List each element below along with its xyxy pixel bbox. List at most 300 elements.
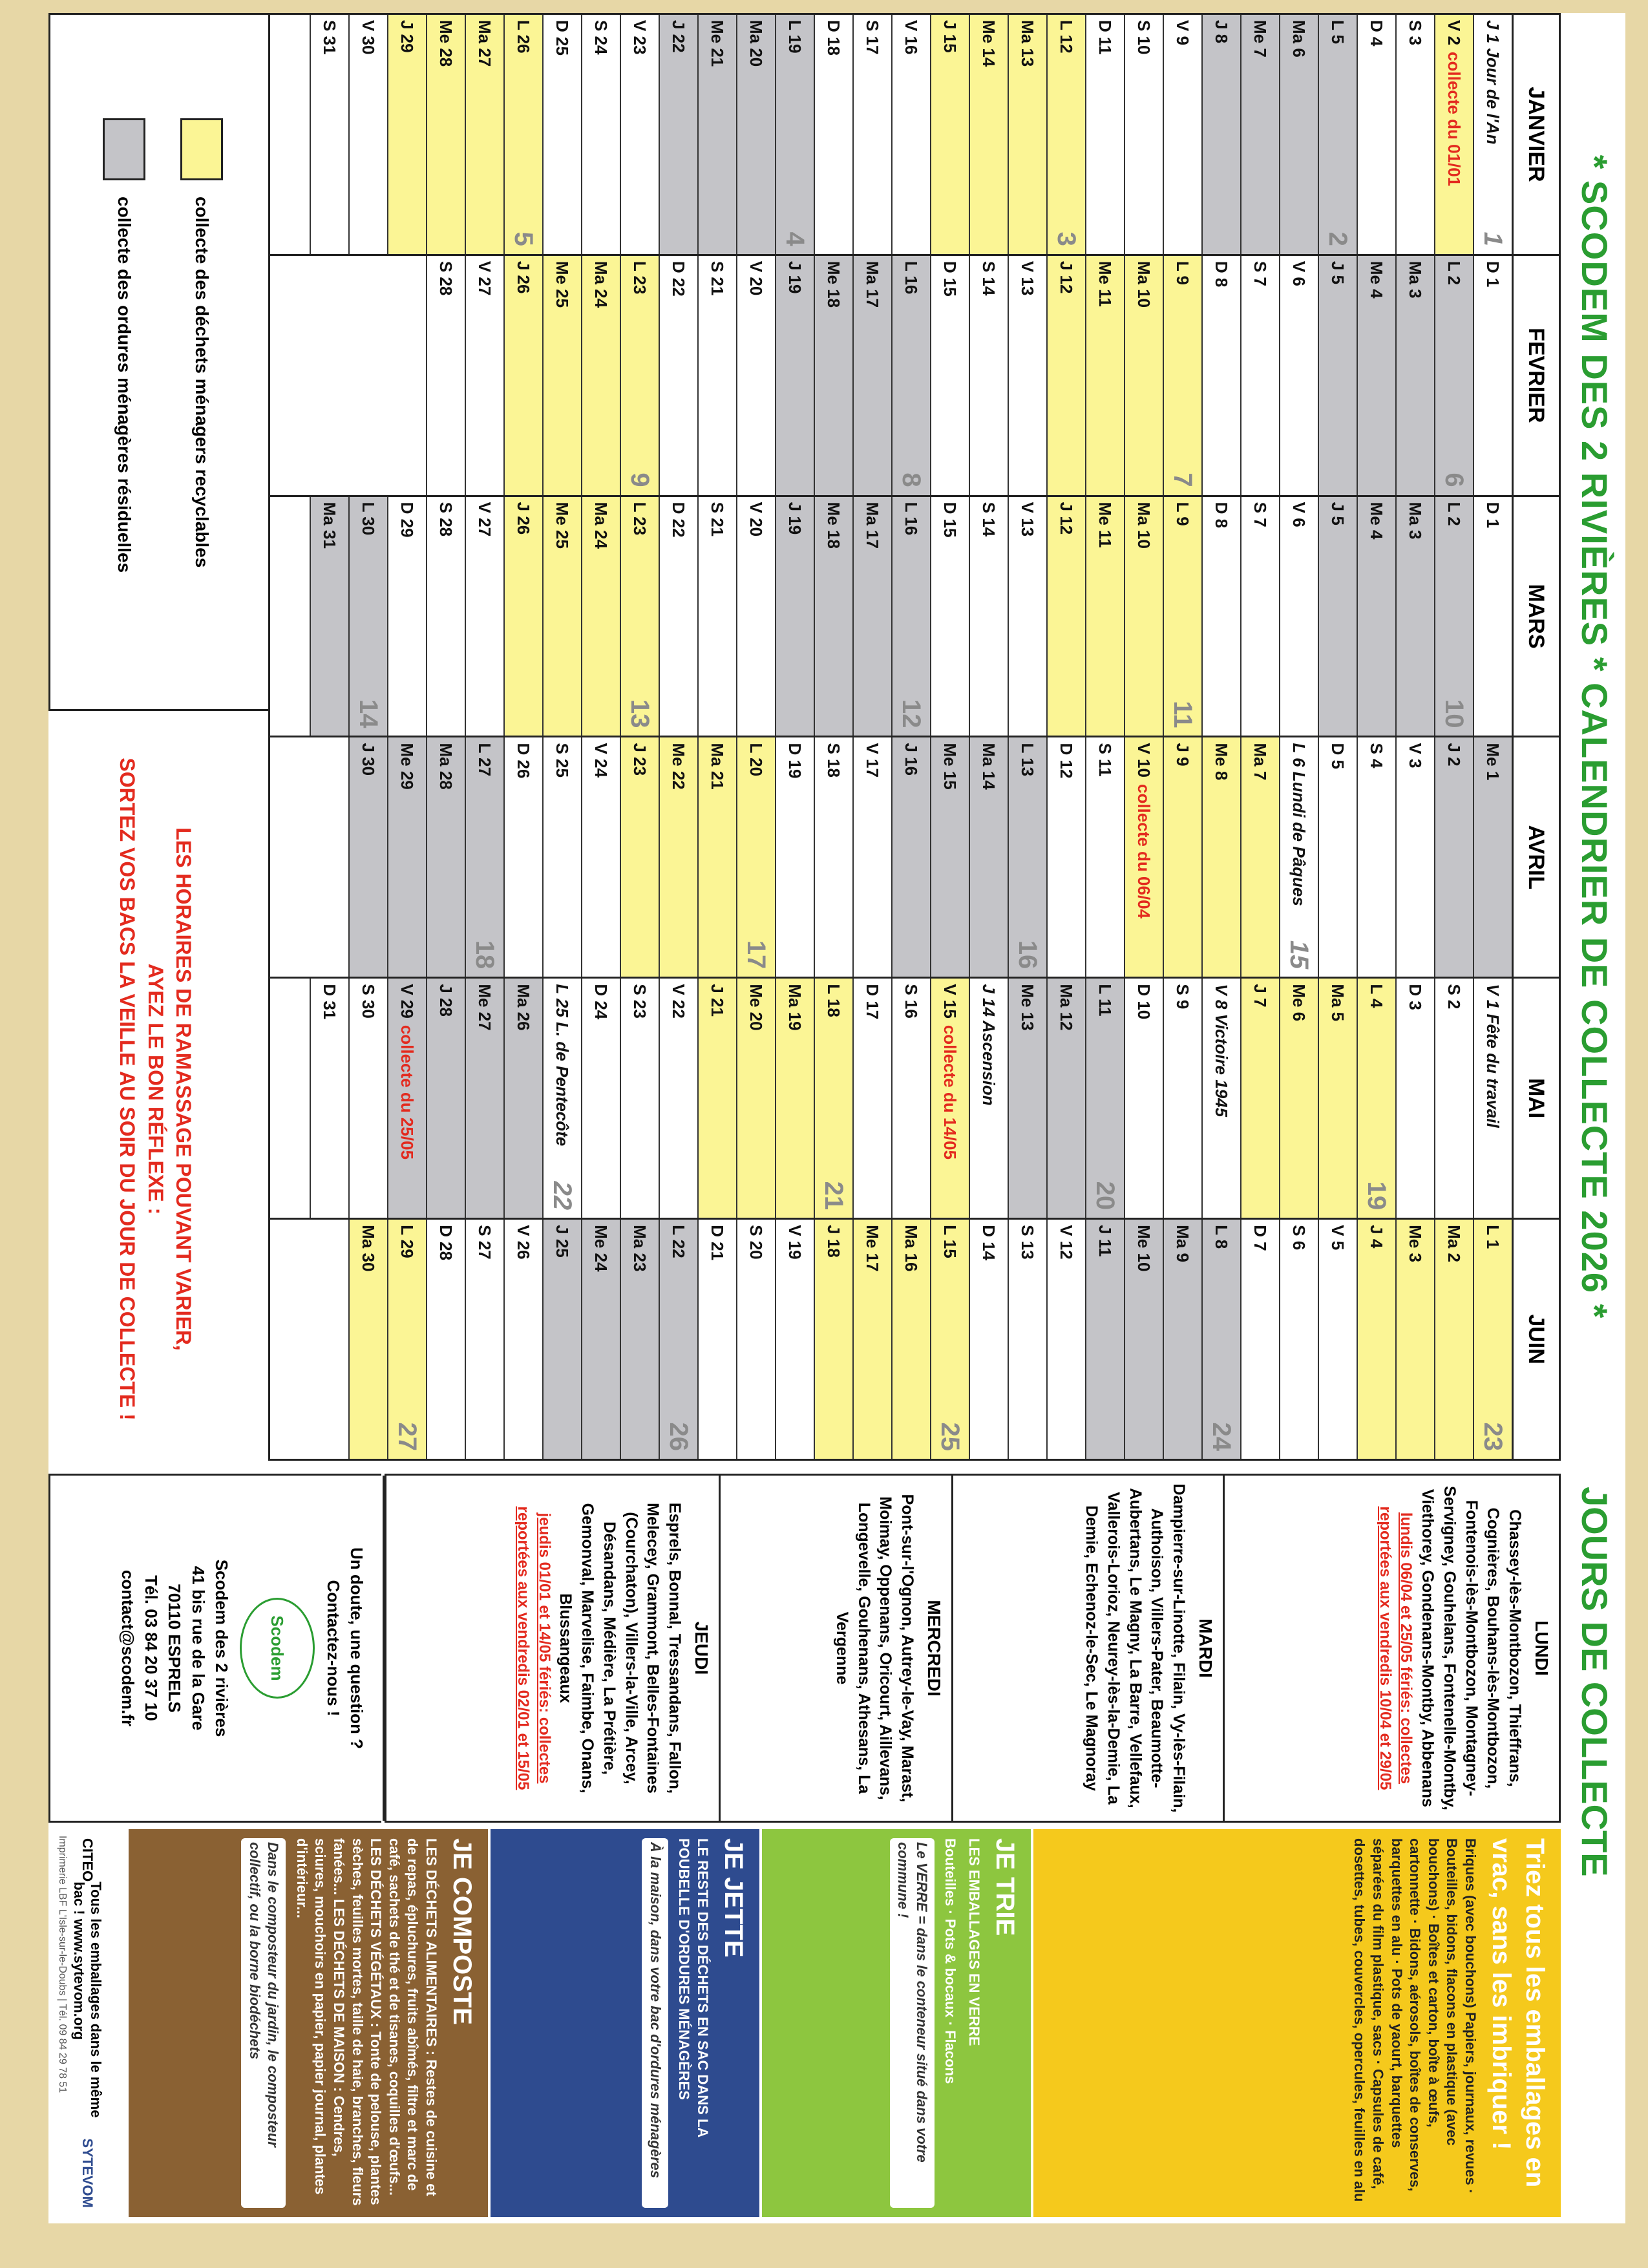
recycling-panel-title: JE JETTE — [719, 1838, 748, 1958]
day-cell — [465, 15, 503, 254]
day-cell — [1085, 1220, 1124, 1459]
day-cell — [348, 979, 387, 1218]
day-cell — [969, 256, 1008, 495]
day-cell — [542, 1220, 581, 1459]
day-cell — [1163, 497, 1201, 736]
day-label: S 28 — [436, 502, 456, 537]
day-label: S 18 — [824, 743, 844, 778]
day-cell — [465, 497, 503, 736]
day-cell — [1163, 256, 1201, 495]
day-cell — [1163, 737, 1201, 977]
day-cell — [1008, 256, 1046, 495]
day-cell — [387, 497, 426, 736]
day-cell — [1318, 256, 1357, 495]
day-cell — [465, 1220, 503, 1459]
week-number: 23 — [1479, 1422, 1508, 1451]
day-cell — [1473, 979, 1512, 1218]
month-header: FEVRIER — [1512, 256, 1559, 495]
day-label: Ma 9 — [1173, 1225, 1193, 1262]
day-label: Me 15 — [940, 743, 960, 790]
day-label: L 16 — [902, 260, 922, 295]
day-cell — [736, 1220, 775, 1459]
day-cell — [1046, 979, 1085, 1218]
notice-line-2: AYEZ LE BON RÉFLEXE : — [143, 963, 167, 1215]
day-cell — [930, 979, 969, 1218]
day-cell — [1318, 1220, 1357, 1459]
day-label: S 3 — [1406, 20, 1426, 46]
day-cell — [1318, 737, 1357, 977]
contact-cta: Contactez-nous ! — [323, 1580, 343, 1717]
day-cell — [891, 497, 930, 736]
day-label: D 21 — [708, 1225, 728, 1261]
day-cell — [891, 15, 930, 254]
day-cell — [1434, 1220, 1473, 1459]
day-cell — [1201, 737, 1240, 977]
day-cell — [930, 737, 969, 977]
day-cell — [1357, 1220, 1395, 1459]
day-cell — [969, 497, 1008, 736]
day-label: Ma 13 — [1018, 20, 1038, 67]
day-label: D 28 — [436, 1225, 456, 1261]
day-label: J 23 — [630, 743, 650, 776]
day-cell — [1473, 737, 1512, 977]
month-days — [270, 737, 1512, 977]
day-label: L 1 — [1483, 1225, 1503, 1249]
day-label: V 29 — [397, 984, 417, 1019]
day-label: S 28 — [436, 260, 456, 296]
day-cell — [1240, 1220, 1279, 1459]
day-cell — [1201, 1220, 1240, 1459]
week-number: 22 — [548, 1181, 577, 1211]
day-cell — [1240, 497, 1279, 736]
day-cell — [310, 15, 348, 254]
day-cell — [620, 497, 659, 736]
day-cell — [426, 1220, 465, 1459]
day-label: Ma 7 — [1251, 743, 1271, 781]
day-cell — [1357, 497, 1395, 736]
day-cell — [620, 1220, 659, 1459]
day-cell — [1279, 979, 1318, 1218]
day-label: D 24 — [591, 984, 611, 1020]
jour-note: jeudis 01/01 et 14/05 fériés: collectes reportées aux vendredis 02/01 et 15/05 — [514, 1506, 553, 1790]
notice — [48, 717, 262, 1461]
day-label: Me 4 — [1367, 260, 1387, 299]
day-cell — [969, 1220, 1008, 1459]
day-cell — [697, 497, 736, 736]
week-number: 5 — [509, 231, 538, 246]
day-annotation: collecte du 06/04 — [1134, 783, 1154, 919]
day-cell — [620, 737, 659, 977]
week-number: 1 — [1479, 231, 1508, 246]
day-cell — [310, 979, 348, 1218]
day-cell — [1046, 256, 1085, 495]
day-label: L 25 L. de Pentecôte — [553, 984, 573, 1147]
day-cell — [697, 1220, 736, 1459]
day-cell — [1318, 497, 1357, 736]
day-cell — [1279, 737, 1318, 977]
contact-address2: 70110 ESPRELS — [165, 1584, 185, 1713]
day-label: Me 13 — [1018, 984, 1038, 1031]
day-cell — [581, 1220, 620, 1459]
day-cell — [852, 1220, 891, 1459]
month-column — [270, 1220, 1559, 1459]
day-label: Me 8 — [1212, 743, 1232, 781]
jour-name: MERCREDI — [924, 1600, 944, 1697]
day-cell — [1201, 979, 1240, 1218]
contact-email[interactable]: contact@scodem.fr — [118, 1569, 138, 1727]
day-label: D 14 — [979, 1225, 999, 1261]
day-label: J 22 — [669, 20, 689, 53]
day-label: S 23 — [630, 984, 650, 1019]
day-cell — [1395, 737, 1434, 977]
day-cell — [1046, 15, 1085, 254]
day-label: J 19 — [785, 502, 805, 535]
day-cell — [387, 737, 426, 977]
day-cell — [542, 15, 581, 254]
day-annotation: collecte du 25/05 — [397, 1024, 417, 1160]
recycling-panel-title: Triez tous les emballages en vrac, sans les imbriquer ! — [1487, 1838, 1549, 2188]
day-label: L 6 Lundi de Pâques — [1289, 743, 1309, 906]
recycling-panel-note: À la maison, dans votre bac d'ordures ménagères — [642, 1838, 668, 2208]
day-label: D 10 — [1134, 984, 1154, 1020]
day-cell — [1085, 256, 1124, 495]
day-label: V 22 — [669, 984, 689, 1019]
day-cell — [1279, 256, 1318, 495]
day-label: V 23 — [630, 20, 650, 55]
jours-de-collecte-column — [48, 1500, 1625, 2223]
month-header: JUIN — [1512, 1220, 1559, 1459]
sytevom-logo: SYTEVOM — [79, 2138, 96, 2208]
day-cell — [1163, 15, 1201, 254]
day-label: L 15 — [940, 1225, 960, 1258]
recycling-panel-body: Bouteilles · Pots & bocaux · Flacons — [942, 1838, 959, 2084]
day-cell — [1008, 497, 1046, 736]
day-label: L 2 — [1444, 502, 1464, 526]
month-column — [270, 256, 1559, 497]
day-cell — [814, 497, 852, 736]
day-cell — [814, 1220, 852, 1459]
day-label: L 9 — [1173, 260, 1193, 285]
day-annotation: collecte du 14/05 — [940, 1024, 960, 1160]
day-label: D 26 — [514, 743, 534, 779]
day-label: S 10 — [1134, 20, 1154, 55]
day-cell — [503, 256, 542, 495]
day-label: V 6 — [1289, 502, 1309, 527]
recycling-panel-sub: LE RESTE DES DÉCHETS EN SAC DANS LA POUBELLE D'ORDURES MÉNAGÈRES — [676, 1838, 711, 2137]
day-label: D 4 — [1367, 20, 1387, 47]
month-days — [270, 256, 1512, 495]
day-label: Ma 10 — [1134, 260, 1154, 308]
day-label: J 18 — [824, 1225, 844, 1258]
day-label: S 24 — [591, 20, 611, 55]
day-label: L 11 — [1095, 984, 1115, 1017]
day-cell — [1279, 15, 1318, 254]
day-label: S 11 — [1095, 743, 1115, 777]
day-label: J 16 — [902, 743, 922, 776]
day-label: S 14 — [979, 502, 999, 537]
day-label: D 1 — [1483, 260, 1503, 288]
day-label: J 25 — [553, 1225, 573, 1258]
day-label: D 7 — [1251, 1225, 1271, 1251]
day-label: D 15 — [940, 502, 960, 538]
legend-recyclables — [180, 118, 223, 567]
day-label: Ma 20 — [746, 20, 766, 67]
day-label: J 11 — [1095, 1225, 1115, 1257]
day-label: S 6 — [1289, 1225, 1309, 1251]
day-label: V 5 — [1328, 1225, 1348, 1251]
day-cell — [814, 15, 852, 254]
week-number: 14 — [354, 699, 383, 728]
week-number: 11 — [1168, 701, 1198, 728]
day-cell — [426, 737, 465, 977]
day-cell — [1008, 1220, 1046, 1459]
day-label: J 29 — [397, 20, 417, 53]
month-column — [270, 737, 1559, 979]
day-label: L 22 — [669, 1225, 689, 1258]
day-label: V 1 Fête du travail — [1483, 984, 1503, 1128]
day-label: J 26 — [514, 260, 534, 294]
sytevom-note[interactable]: Tous les emballages dans le même bac ! www.sytevom.org — [71, 1881, 104, 2118]
month-header: AVRIL — [1512, 737, 1559, 977]
day-label: Me 3 — [1406, 1225, 1426, 1262]
contact-tel: Tél. 03 84 20 37 10 — [142, 1575, 162, 1721]
day-label: Ma 14 — [979, 743, 999, 790]
day-cell — [581, 15, 620, 254]
day-label: Ma 26 — [514, 984, 534, 1031]
day-cell — [775, 737, 814, 977]
day-label: D 22 — [669, 502, 689, 538]
day-cell — [542, 979, 581, 1218]
day-label: V 30 — [359, 20, 379, 55]
day-cell — [581, 256, 620, 495]
day-cell — [930, 256, 969, 495]
day-label: Ma 21 — [708, 743, 728, 790]
day-label: J 9 — [1173, 743, 1193, 767]
scodem-logo: Scodem — [240, 1598, 315, 1699]
day-cell — [1279, 1220, 1318, 1459]
day-cell — [542, 256, 581, 495]
day-label: Me 24 — [591, 1225, 611, 1272]
day-cell — [348, 737, 387, 977]
day-cell — [620, 979, 659, 1218]
day-label: J 2 — [1444, 743, 1464, 767]
day-label: Ma 31 — [320, 502, 340, 549]
day-cell — [1395, 979, 1434, 1218]
day-label: L 26 — [514, 20, 534, 54]
week-number: 20 — [1091, 1181, 1120, 1211]
day-label: V 13 — [1018, 502, 1038, 537]
day-label: L 23 — [630, 260, 650, 295]
day-label: S 7 — [1251, 260, 1271, 286]
day-cell — [775, 979, 814, 1218]
day-label: V 26 — [514, 1225, 534, 1260]
day-cell — [1357, 256, 1395, 495]
day-cell — [852, 15, 891, 254]
day-cell — [930, 15, 969, 254]
day-cell — [1124, 15, 1163, 254]
day-cell — [891, 256, 930, 495]
day-label: D 8 — [1212, 502, 1232, 529]
day-cell — [1124, 256, 1163, 495]
day-label: J 5 — [1328, 260, 1348, 284]
day-label: L 16 — [902, 502, 922, 536]
day-label: D 22 — [669, 260, 689, 297]
day-cell — [736, 979, 775, 1218]
week-number: 7 — [1168, 472, 1198, 487]
day-label: Ma 5 — [1328, 984, 1348, 1022]
week-number: 6 — [1440, 472, 1469, 487]
day-cell — [736, 737, 775, 977]
day-cell — [387, 979, 426, 1218]
day-label: D 18 — [824, 20, 844, 56]
day-cell — [814, 979, 852, 1218]
day-cell — [697, 256, 736, 495]
day-label: Ma 12 — [1057, 984, 1077, 1031]
day-label: V 27 — [475, 260, 495, 296]
day-label: Ma 19 — [785, 984, 805, 1031]
day-label: J 19 — [785, 260, 805, 294]
day-label: J 12 — [1057, 260, 1077, 294]
day-label: L 13 — [1018, 743, 1038, 777]
day-label: Me 7 — [1251, 20, 1271, 58]
calendar-grid — [268, 13, 1561, 1461]
week-number: 18 — [470, 940, 500, 970]
day-label: Ma 17 — [863, 502, 883, 549]
day-label: D 19 — [785, 743, 805, 779]
day-label: Ma 2 — [1444, 1225, 1464, 1262]
day-label: Me 6 — [1289, 984, 1309, 1022]
day-cell — [1473, 256, 1512, 495]
day-label: Me 20 — [746, 984, 766, 1031]
day-label: Me 1 — [1483, 743, 1503, 781]
day-label: Me 18 — [824, 260, 844, 308]
day-cell — [465, 737, 503, 977]
jour-communes: Chassey-lès-Montbozon, Thieffrans, Cognières, Bouhans-lès-Montbozon, Fontenois-lès-Montbozon, Montagney-Servigney, Gouhelans, Fontenelle-Montby, Viethorey, Gondenans-Montby, Abbenans — [1419, 1486, 1525, 1810]
week-number: 4 — [781, 231, 810, 246]
day-cell — [1357, 15, 1395, 254]
day-cell — [1163, 979, 1201, 1218]
day-cell — [891, 737, 930, 977]
day-cell — [1240, 979, 1279, 1218]
day-cell — [1395, 497, 1434, 736]
day-label: D 1 — [1483, 502, 1503, 529]
day-cell — [852, 256, 891, 495]
jour-communes: Dampierre-sur-Linotte, Filain, Vy-lès-Filain, Authoison, Villers-Pater, Beaumotte-Aubertans, Le Magny, La Barre, Vellefaux, Vallerois-Lorioz, Neurey-lès-la-Demie, La Demie, Echenoz-le-Sec, Le Magnoray — [1083, 1483, 1188, 1813]
day-cell — [620, 15, 659, 254]
jours-title: JOURS DE COLLECTE — [1574, 1487, 1615, 1877]
day-cell — [1124, 737, 1163, 977]
day-cell — [659, 256, 697, 495]
day-label: Me 22 — [669, 743, 689, 790]
legend-recyclables-label: collecte des déchets ménagers recyclables — [192, 196, 212, 568]
day-label: S 16 — [902, 984, 922, 1019]
week-number: 26 — [664, 1422, 693, 1451]
printer-credit: Imprimerie LBF L'Isle-sur-le-Doubs | Tél. 09 84 29 78 51 — [57, 1836, 68, 2093]
day-cell — [659, 15, 697, 254]
day-cell — [465, 979, 503, 1218]
day-cell — [581, 979, 620, 1218]
legend-residuels-label: collecte des ordures ménagères résiduelles — [114, 196, 134, 573]
day-cell — [1240, 15, 1279, 254]
recycling-panel-title: JE TRIE — [991, 1838, 1019, 1936]
week-number: 16 — [1013, 940, 1042, 970]
day-label: Ma 16 — [902, 1225, 922, 1272]
day-label: L 12 — [1057, 20, 1077, 54]
week-number: 15 — [1285, 940, 1314, 970]
day-cell — [348, 497, 387, 736]
day-label: Me 21 — [708, 20, 728, 67]
recycling-panel-note: Le VERRE = dans le conteneur situé dans votre commune ! — [890, 1838, 935, 2208]
day-cell — [852, 737, 891, 977]
day-label: V 13 — [1018, 260, 1038, 296]
day-label: Ma 28 — [436, 743, 456, 790]
month-header: MARS — [1512, 497, 1559, 736]
day-label: S 7 — [1251, 502, 1271, 527]
day-cell — [426, 979, 465, 1218]
day-label: Ma 24 — [591, 260, 611, 308]
day-cell — [659, 979, 697, 1218]
notice-line-3: SORTEZ VOS BACS LA VEILLE AU SOIR DU JOUR DE COLLECTE ! — [116, 758, 140, 1421]
day-label: L 23 — [630, 502, 650, 536]
day-cell — [930, 1220, 969, 1459]
day-label: L 29 — [397, 1225, 417, 1258]
week-number: 13 — [626, 699, 655, 728]
day-label: J 30 — [359, 743, 379, 776]
day-cell — [1008, 737, 1046, 977]
recycling-panel-body: Briques (avec bouchons) Papiers, journaux, revues · Bouteilles, bidons, flacons en plastique (avec bouchons) · Boîtes et carton, boîte à œufs, cartonnette · Bidons, aérosols, boîtes de conserves, barquettes en alu · Pots de yaourt, barquettes séparées du film plastique, sacs · Capsules de café, dosettes, tubes, couvercles, opercules, feuilles en alu — [1351, 1838, 1479, 2202]
day-cell — [1240, 256, 1279, 495]
day-cell — [697, 979, 736, 1218]
legend-residuels — [103, 118, 145, 573]
week-number: 3 — [1052, 231, 1081, 246]
day-label: L 27 — [475, 743, 495, 777]
day-cell — [852, 497, 891, 736]
day-label: V 6 — [1289, 260, 1309, 286]
day-cell — [1279, 497, 1318, 736]
day-cell — [1318, 15, 1357, 254]
day-annotation: collecte du 01/01 — [1444, 52, 1464, 187]
day-label: V 3 — [1406, 743, 1426, 768]
day-cell — [1124, 1220, 1163, 1459]
day-label: L 4 — [1367, 984, 1387, 1008]
contact-question: Un doute, une question ? — [347, 1547, 366, 1749]
day-label: J 14 Ascension — [979, 984, 999, 1106]
day-label: V 20 — [746, 502, 766, 537]
day-label: V 2 — [1444, 20, 1464, 46]
day-label: J 12 — [1057, 502, 1077, 535]
day-cell — [426, 15, 465, 254]
day-cell — [775, 15, 814, 254]
day-label: Me 29 — [397, 743, 417, 790]
day-label: V 12 — [1057, 1225, 1077, 1260]
day-label: V 16 — [902, 20, 922, 55]
day-cell — [1085, 979, 1124, 1218]
day-label: J 4 — [1367, 1225, 1387, 1249]
week-number: 2 — [1324, 231, 1353, 246]
day-cell — [1046, 497, 1085, 736]
day-cell — [1008, 15, 1046, 254]
day-label: S 9 — [1173, 984, 1193, 1010]
day-label: J 21 — [708, 984, 728, 1017]
day-cell — [1085, 737, 1124, 977]
day-cell — [1395, 1220, 1434, 1459]
day-cell — [659, 1220, 697, 1459]
day-label: Me 10 — [1134, 1225, 1154, 1272]
day-cell — [1434, 737, 1473, 977]
week-number: 17 — [742, 940, 771, 970]
day-label: J 28 — [436, 984, 456, 1017]
jour-name: MARDI — [1196, 1618, 1216, 1678]
